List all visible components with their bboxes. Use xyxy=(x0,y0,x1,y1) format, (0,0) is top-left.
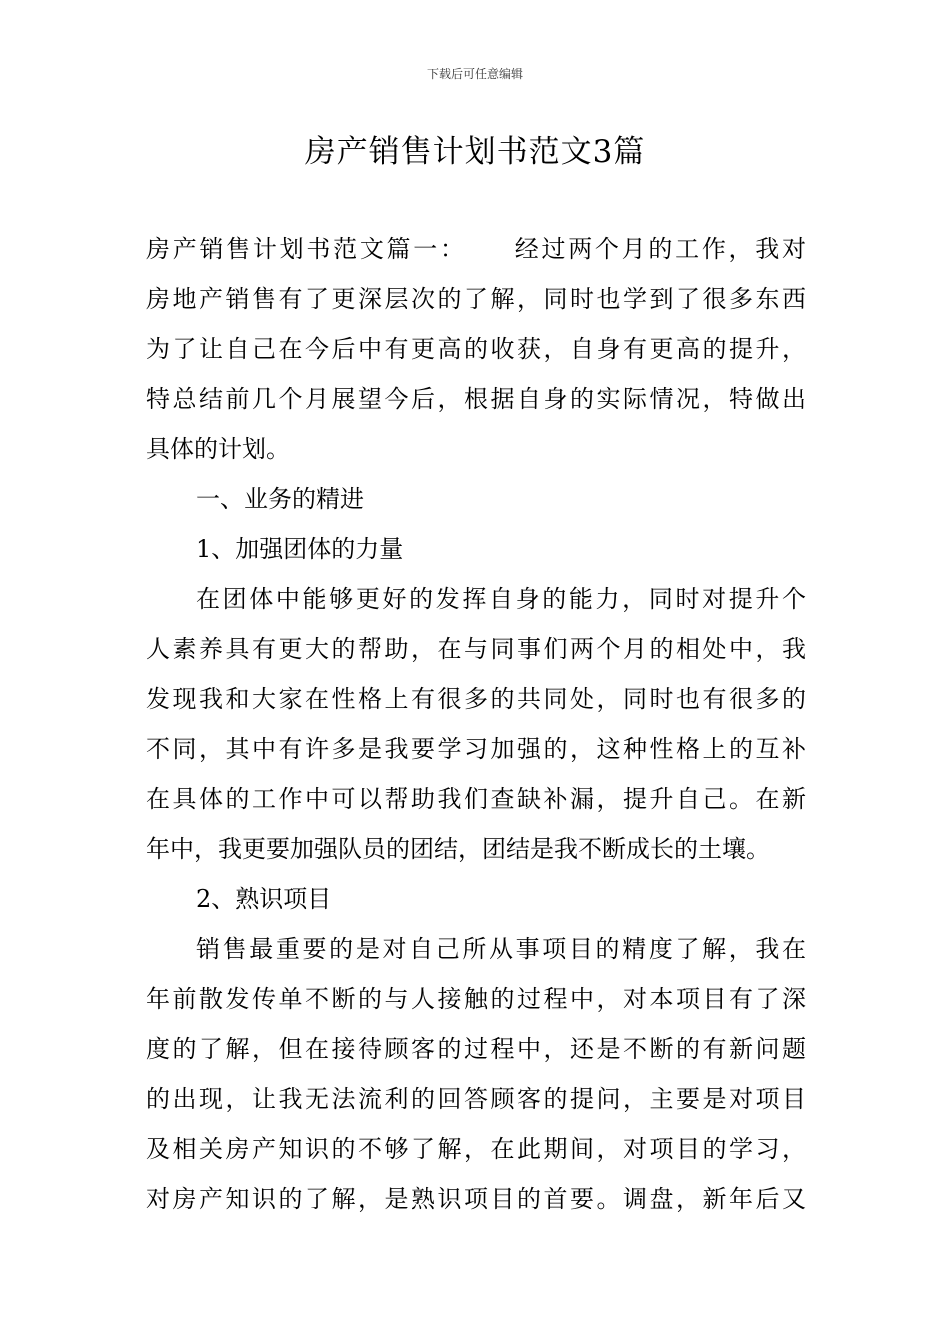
body-line: 发现我和大家在性格上有很多的共同处，同时也有很多的 xyxy=(146,685,806,713)
header-note: 下载后可任意编辑 xyxy=(426,67,523,81)
body-line xyxy=(146,224,806,274)
subsection-heading: 1、加强团体的力量 xyxy=(196,535,404,563)
body-line: 的出现，让我无法流利的回答顾客的提问，主要是对项目 xyxy=(146,1085,806,1113)
document-title: 房产销售计划书范文3篇 xyxy=(304,134,646,170)
section-heading: 一、业务的精进 xyxy=(196,485,364,513)
body-line: 特总结前几个月展望今后，根据自身的实际情况，特做出 xyxy=(146,385,806,413)
section-heading-inline: 房产销售计划书范文篇一： xyxy=(146,235,467,263)
body-line: 年前散发传单不断的与人接触的过程中，对本项目有了深 xyxy=(146,985,806,1013)
document-body xyxy=(146,224,806,1224)
body-line: 不同，其中有许多是我要学习加强的，这种性格上的互补 xyxy=(146,735,806,763)
body-line-text: 经过两个月的工作，我对 xyxy=(514,235,807,263)
body-line: 年中，我更要加强队员的团结，团结是我不断成长的土壤。 xyxy=(146,835,770,863)
body-line: 在具体的工作中可以帮助我们查缺补漏，提升自己。在新 xyxy=(146,785,806,813)
body-line: 度的了解，但在接待顾客的过程中，还是不断的有新问题 xyxy=(146,1035,806,1063)
body-line: 为了让自己在今后中有更高的收获，自身有更高的提升， xyxy=(146,335,806,363)
body-line: 对房产知识的了解，是熟识项目的首要。调盘，新年后又 xyxy=(146,1185,806,1213)
body-line: 人素养具有更大的帮助，在与同事们两个月的相处中，我 xyxy=(146,635,806,663)
body-line: 及相关房产知识的不够了解，在此期间，对项目的学习， xyxy=(146,1135,806,1163)
body-line: 销售最重要的是对自己所从事项目的精度了解，我在 xyxy=(196,935,806,963)
body-line: 在团体中能够更好的发挥自身的能力，同时对提升个 xyxy=(196,585,806,613)
subsection-heading: 2、熟识项目 xyxy=(196,885,332,913)
body-line: 房地产销售有了更深层次的了解，同时也学到了很多东西 xyxy=(146,285,806,313)
body-line: 具体的计划。 xyxy=(146,435,290,463)
